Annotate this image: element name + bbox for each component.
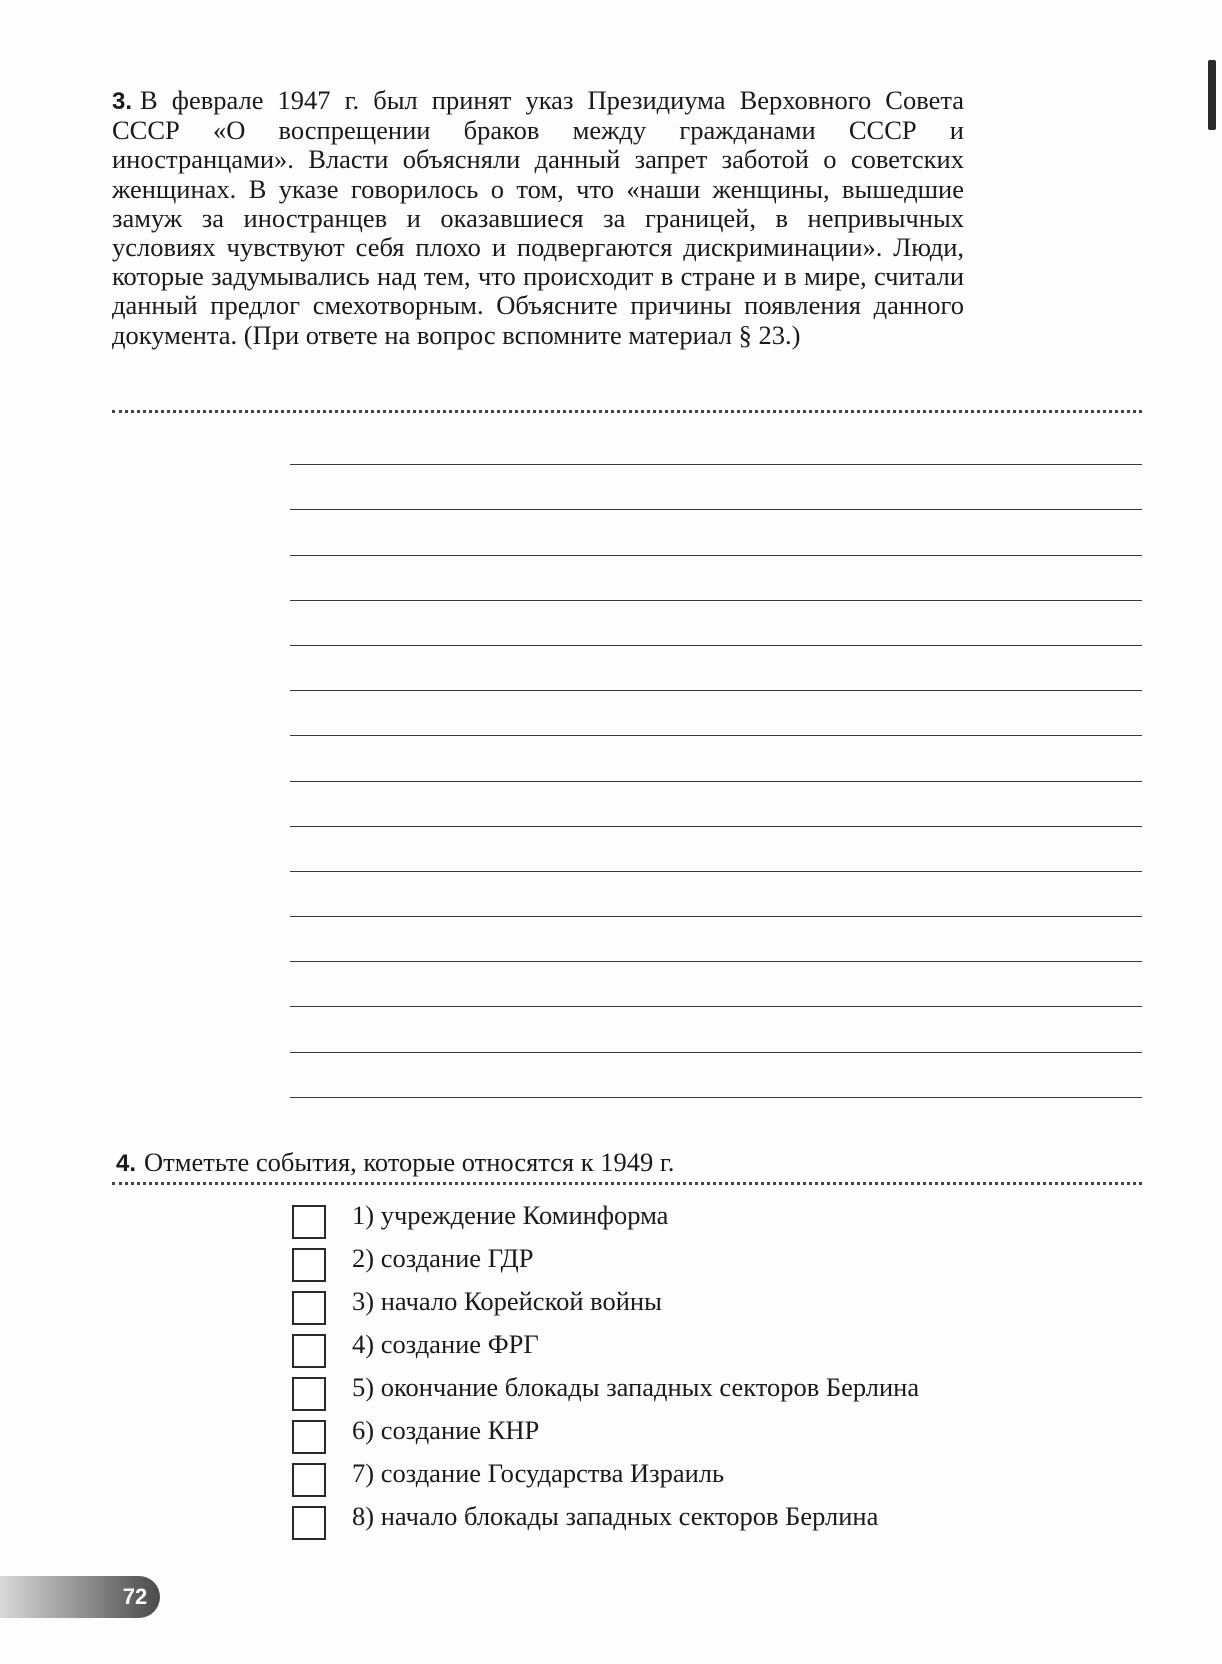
option-item	[292, 1200, 1132, 1243]
page-number: 72	[122, 1584, 148, 1609]
option-checkbox[interactable]	[292, 1291, 326, 1325]
answer-line[interactable]	[290, 1007, 1142, 1052]
task-4-dotted-separator	[112, 1182, 1142, 1185]
option-item	[292, 1372, 1132, 1415]
option-item	[292, 1458, 1132, 1501]
answer-line[interactable]	[290, 465, 1142, 510]
option-label: 8) начало блокады западных секторов Берлина	[352, 1501, 879, 1531]
task-3-answer-area[interactable]	[290, 420, 1142, 1098]
task-3-number: 3.	[112, 88, 133, 115]
option-label: 4) создание ФРГ	[352, 1329, 539, 1359]
option-item	[292, 1501, 1132, 1544]
answer-line[interactable]	[290, 420, 1142, 465]
task-4-options	[292, 1200, 1132, 1544]
answer-line[interactable]	[290, 646, 1142, 691]
option-label: 1) учреждение Коминформа	[352, 1200, 669, 1230]
option-checkbox[interactable]	[292, 1248, 326, 1282]
task-4-number: 4.	[116, 1150, 137, 1177]
answer-line[interactable]	[290, 556, 1142, 601]
task-4-title: Отметьте события, которые относятся к 1949 г.	[144, 1147, 675, 1177]
option-label: 6) создание КНР	[352, 1415, 540, 1445]
option-label: 3) начало Корейской войны	[352, 1286, 662, 1316]
task-4-heading	[116, 1147, 674, 1178]
answer-line[interactable]	[290, 601, 1142, 646]
option-checkbox[interactable]	[292, 1334, 326, 1368]
option-checkbox[interactable]	[292, 1377, 326, 1411]
answer-line[interactable]	[290, 1053, 1142, 1098]
option-item	[292, 1243, 1132, 1286]
task-3-dotted-separator	[112, 410, 1142, 413]
answer-line[interactable]	[290, 736, 1142, 781]
option-item	[292, 1286, 1132, 1329]
answer-line[interactable]	[290, 917, 1142, 962]
answer-line[interactable]	[290, 510, 1142, 555]
option-item	[292, 1415, 1132, 1458]
option-checkbox[interactable]	[292, 1463, 326, 1497]
option-checkbox[interactable]	[292, 1420, 326, 1454]
task-3-text: В феврале 1947 г. был принят указ Президиума Верховного Совета СССР «О воспрещении браков между гражданами СССР и иностранцами». Власти объясняли данный запрет заботой о советских женщинах. В указе говорилось о том, что «наши женщины, вышедшие замуж за иностранцев и оказавшиеся за границей, в непривычных условиях чувствуют себя плохо и подвергаются дискриминации». Люди, которые задумывались над тем, что происходит в стране и в мире, считали данный предлог смехотворным. Объясните причины появления данного документа. (При ответе на вопрос вспомните материал § 23.)	[112, 85, 964, 350]
option-label: 7) создание Государства Израиль	[352, 1458, 725, 1488]
option-item	[292, 1329, 1132, 1372]
option-checkbox[interactable]	[292, 1506, 326, 1540]
option-label: 2) создание ГДР	[352, 1243, 534, 1273]
answer-line[interactable]	[290, 872, 1142, 917]
option-label: 5) окончание блокады западных секторов Берлина	[352, 1372, 920, 1402]
task-3-question	[112, 86, 964, 350]
task-3	[112, 86, 964, 350]
answer-line[interactable]	[290, 962, 1142, 1007]
edge-thumb-mark	[1208, 60, 1216, 130]
option-checkbox[interactable]	[292, 1205, 326, 1239]
answer-line[interactable]	[290, 691, 1142, 736]
answer-line[interactable]	[290, 782, 1142, 827]
answer-line[interactable]	[290, 827, 1142, 872]
